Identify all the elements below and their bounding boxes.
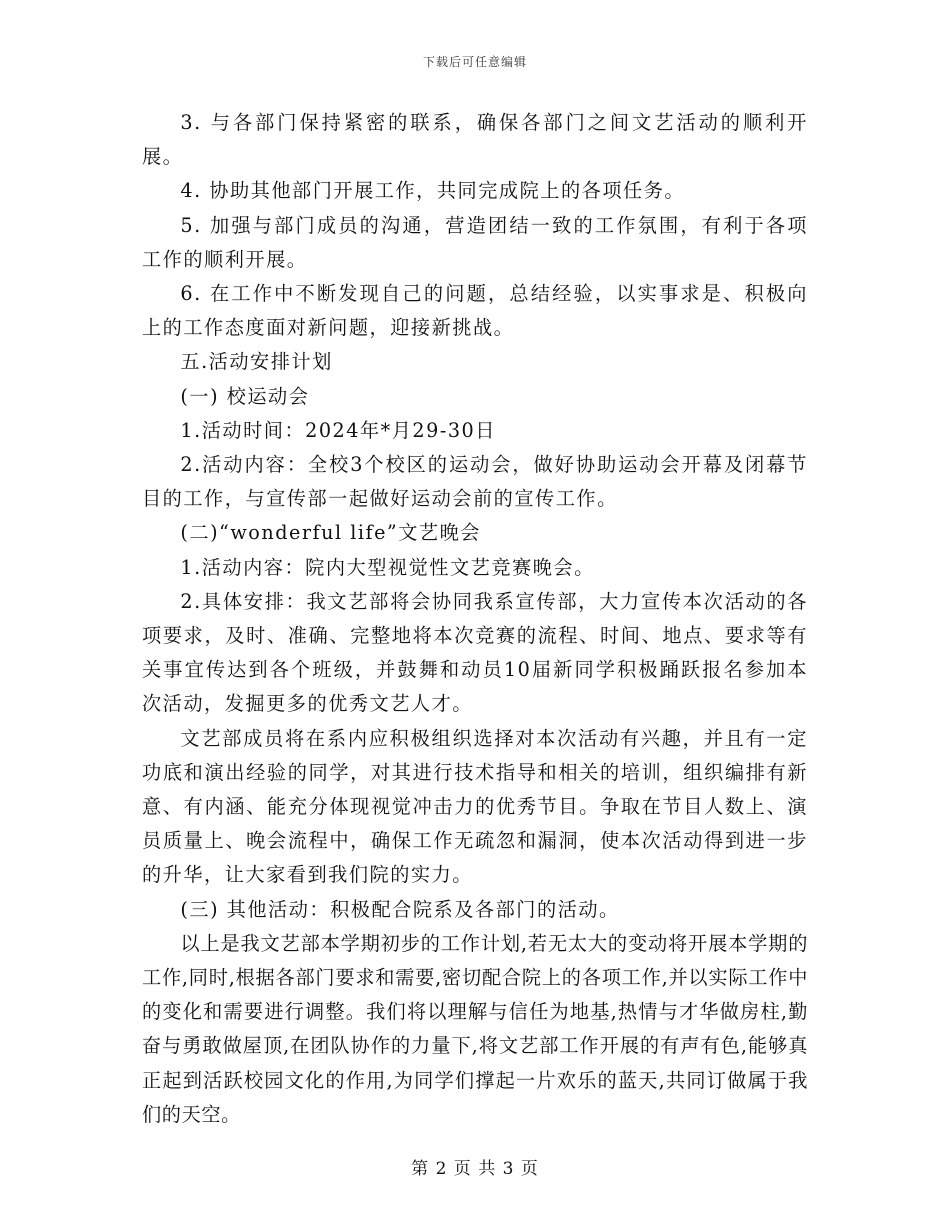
gala-content: 1.活动内容：院内大型视觉性文艺竞赛晚会。 xyxy=(180,555,595,579)
subsection-heading-other: (三) 其他活动：积极配合院系及各部门的活动。 xyxy=(180,897,620,921)
section-heading-five: 五.活动安排计划 xyxy=(180,350,333,374)
gala-arrangement: 2.具体安排：我文艺部将会协同我系宣传部，大力宣传本次活动的各项要求，及时、准确、完整地将本次竞赛的流程、时间、地点、要求等有关事宜传达到各个班级，并鼓舞和动员10届新同学积极踊跃报名参加本次活动，发掘更多的优秀文艺人才。 xyxy=(142,589,808,716)
closing-paragraph: 以上是我文艺部本学期初步的工作计划,若无太大的变动将开展本学期的工作,同时,根据各部门要求和需要,密切配合院上的各项工作,并以实际工作中的变化和需要进行调整。我们将以理解与信任为地基,热情与才华做房柱,勤奋与勇敢做屋顶,在团队协作的力量下,将文艺部工作开展的有声有色,能够真正起到活跃校园文化的作用,为同学们撑起一片欢乐的蓝天,共同订做属于我们的天空。 xyxy=(142,931,808,1126)
paragraph-item-4: 4. 协助其他部门开展工作，共同完成院上的各项任务。 xyxy=(180,179,686,203)
subsection-heading-sports: (一) 校运动会 xyxy=(180,384,310,408)
document-body xyxy=(142,106,808,1132)
gala-members: 文艺部成员将在系内应积极组织选择对本次活动有兴趣，并且有一定功底和演出经验的同学，对其进行技术指导和相关的培训，组织编排有新意、有内涵、能充分体现视觉冲击力的优秀节目。争取在节目人数上、演员质量上、晚会流程中，确保工作无疏忽和漏洞，使本次活动得到进一步的升华，让大家看到我们院的实力。 xyxy=(142,726,808,887)
header-note: 下载后可任意编辑 xyxy=(422,55,527,69)
paragraph-item-3: 3. 与各部门保持紧密的联系，确保各部门之间文艺活动的顺利开展。 xyxy=(142,111,808,169)
paragraph-item-5: 5. 加强与部门成员的沟通，营造团结一致的工作氛围，有利于各项工作的顺利开展。 xyxy=(142,213,808,271)
sports-content: 2.活动内容：全校3个校区的运动会，做好协助运动会开幕及闭幕节目的工作，与宣传部一起做好运动会前的宣传工作。 xyxy=(142,453,808,511)
page-number: 第 2 页 共 3 页 xyxy=(411,1159,539,1179)
paragraph-item-6: 6. 在工作中不断发现自己的问题，总结经验，以实事求是、积极向上的工作态度面对新问题，迎接新挑战。 xyxy=(142,282,808,340)
sports-time: 1.活动时间：2024年*月29-30日 xyxy=(180,418,496,442)
subsection-heading-gala: (二)“wonderful life”文艺晚会 xyxy=(180,521,481,545)
